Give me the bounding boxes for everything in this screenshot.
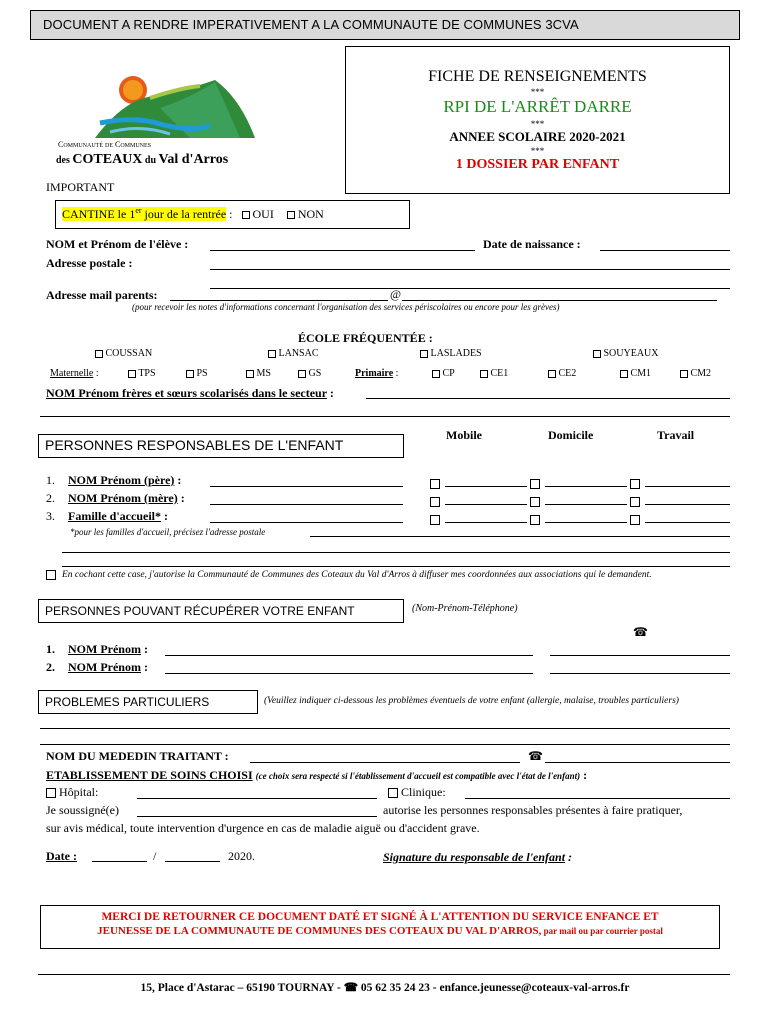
resp-colon-3: : xyxy=(160,509,168,523)
mail-field-user[interactable] xyxy=(170,300,388,301)
logo-du: du xyxy=(142,155,159,166)
mail-at: @ xyxy=(390,287,402,301)
important-label: IMPORTANT xyxy=(46,180,115,194)
recup-label-2: NOM Prénom xyxy=(68,660,141,674)
recup-num-2: 2. xyxy=(46,660,55,674)
naissance-label: Date de naissance : xyxy=(483,237,581,251)
level-cp[interactable] xyxy=(432,368,455,379)
level-gs[interactable] xyxy=(298,368,321,379)
level-cm2[interactable] xyxy=(680,368,711,379)
resp-num-1: 1. xyxy=(46,473,55,487)
fiche-stars-2: *** xyxy=(530,119,545,129)
level-ce1-label: CE1 xyxy=(490,368,509,379)
soussigne-field[interactable] xyxy=(137,816,377,817)
signature-text: Signature du responsable de l'enfant xyxy=(383,850,566,864)
logo xyxy=(40,68,270,178)
mobile-2-field[interactable] xyxy=(445,504,527,505)
primaire-label-text: Primaire xyxy=(355,368,394,379)
freres-field-1[interactable] xyxy=(366,398,730,399)
footer-address xyxy=(0,980,770,994)
school-coussan[interactable] xyxy=(95,348,152,359)
recup-phone-field-2[interactable] xyxy=(550,673,730,674)
level-ce2-checkbox[interactable] xyxy=(548,370,556,378)
resp-row-3 xyxy=(46,509,168,524)
famille-note: *pour les familles d'accueil, précisez l'adresse postale xyxy=(70,527,266,537)
resp-colon-2: : xyxy=(177,491,185,505)
avis-medical: sur avis médical, toute intervention d'urgence en cas de maladie aiguë ou d'accident grave. xyxy=(46,821,480,835)
travail-3-checkbox[interactable] xyxy=(630,512,640,527)
logo-mountains-icon xyxy=(40,68,270,148)
recup-num-1: 1. xyxy=(46,642,55,656)
freres-label xyxy=(46,386,334,401)
problemes-note: (Veuillez indiquer ci-dessous les problèmes éventuels de votre enfant (allergie, malaise, troubles particuliers) xyxy=(264,696,679,706)
resp-field-1[interactable] xyxy=(210,486,403,487)
date-label: Date : xyxy=(46,849,77,863)
school-coussan-checkbox[interactable] xyxy=(95,350,103,358)
problemes-field-1[interactable] xyxy=(40,728,730,729)
level-cp-checkbox[interactable] xyxy=(432,370,440,378)
cantine-row xyxy=(62,206,324,222)
freres-colon: : xyxy=(326,386,334,400)
school-coussan-label: COUSSAN xyxy=(105,348,153,359)
cantine-text-a: CANTINE le 1 xyxy=(62,207,136,221)
date-day-field[interactable] xyxy=(92,861,147,862)
school-lansac[interactable] xyxy=(268,348,319,359)
recuperer-title-box xyxy=(38,599,404,623)
footer-rule xyxy=(38,974,730,975)
famille-adresse-field-2[interactable] xyxy=(62,552,730,553)
level-ce2-label: CE2 xyxy=(558,368,577,379)
recup-row-1 xyxy=(46,642,148,657)
ecole-title: ÉCOLE FRÉQUENTÉE : xyxy=(298,331,433,345)
domicile-3-field[interactable] xyxy=(545,522,627,523)
resp-row-1 xyxy=(46,473,181,488)
header-banner: DOCUMENT A RENDRE IMPERATIVEMENT A LA COMMUNAUTE DE COMMUNES 3CVA xyxy=(30,10,740,40)
mobile-1-checkbox[interactable] xyxy=(430,476,440,491)
domicile-1-checkbox[interactable] xyxy=(530,476,540,491)
date-slash: / xyxy=(153,849,157,863)
etab-colon: : xyxy=(580,768,588,782)
fiche-title-text: FICHE DE RENSEIGNEMENTS xyxy=(428,68,647,85)
mobile-3-checkbox[interactable] xyxy=(430,512,440,527)
footer-address-b: 05 62 35 24 23 - enfance.jeunesse@coteaux-val-arros.fr xyxy=(358,982,630,994)
footer-jeunesse-row xyxy=(41,925,719,937)
resp-label-3: Famille d'accueil* xyxy=(68,509,161,523)
recup-colon-2: : xyxy=(140,660,148,674)
maternelle-label-text: Maternelle xyxy=(50,368,94,379)
recuperer-note: (Nom-Prénom-Téléphone) xyxy=(412,603,518,614)
fiche-stars-1: *** xyxy=(530,87,545,97)
cantine-oui-checkbox[interactable] xyxy=(242,211,250,219)
mobile-2-checkbox[interactable] xyxy=(430,494,440,509)
resp-field-2[interactable] xyxy=(210,504,403,505)
medecin-label: NOM DU MEDEDIN TRAITANT : xyxy=(46,749,229,763)
cantine-sup: er xyxy=(135,206,142,215)
nom-eleve-label: NOM et Prénom de l'élève : xyxy=(46,237,189,251)
mail-note: (pour recevoir les notes d'informations concernant l'organisation des services périscolaires ou encore pour les grèves) xyxy=(132,302,560,312)
travail-1-field[interactable] xyxy=(645,486,730,487)
cantine-text-b: jour de la rentrée xyxy=(141,207,227,221)
travail-2-checkbox[interactable] xyxy=(630,494,640,509)
level-ps-checkbox[interactable] xyxy=(186,370,194,378)
signature-colon: : xyxy=(565,850,573,864)
school-souyeaux-checkbox[interactable] xyxy=(593,350,601,358)
domicile-1-field[interactable] xyxy=(545,486,627,487)
footer-phone-icon: ☎ xyxy=(343,982,359,994)
level-ce1[interactable] xyxy=(480,368,508,379)
recup-phone-field-1[interactable] xyxy=(550,655,730,656)
resp-label-2: NOM Prénom (mère) xyxy=(68,491,178,505)
resp-num-3: 3. xyxy=(46,509,55,523)
school-laslades-checkbox[interactable] xyxy=(420,350,428,358)
fiche-annee: ANNEE SCOLAIRE 2020-2021 xyxy=(449,129,626,144)
footer-mail: par mail ou par courrier postal xyxy=(541,926,663,936)
medecin-phone-field[interactable] xyxy=(545,762,730,763)
level-gs-checkbox[interactable] xyxy=(298,370,306,378)
clinique-option[interactable] xyxy=(388,785,446,800)
recup-name-field-1[interactable] xyxy=(165,655,533,656)
school-lansac-checkbox[interactable] xyxy=(268,350,276,358)
resp-field-3[interactable] xyxy=(210,522,403,523)
col-mobile: Mobile xyxy=(446,428,482,442)
medecin-phone-icon: ☎ xyxy=(528,749,543,763)
recup-name-field-2[interactable] xyxy=(165,673,533,674)
footer-jeunesse: JEUNESSE DE LA COMMUNAUTE DE COMMUNES DES COTEAUX DU VAL D'ARROS, xyxy=(97,925,542,937)
mail-label: Adresse mail parents: xyxy=(46,288,158,302)
level-tps-checkbox[interactable] xyxy=(128,370,136,378)
logo-val: Val d'Arros xyxy=(158,152,229,167)
level-cm1-checkbox[interactable] xyxy=(620,370,628,378)
logo-des: des xyxy=(56,155,73,166)
famille-adresse-field-1[interactable] xyxy=(310,536,730,537)
level-ps-label: PS xyxy=(196,368,208,379)
adresse-label: Adresse postale : xyxy=(46,256,133,270)
domicile-3-checkbox[interactable] xyxy=(530,512,540,527)
recup-label-1: NOM Prénom xyxy=(68,642,141,656)
fiche-box xyxy=(345,46,730,194)
etab-row xyxy=(46,768,587,783)
travail-1-checkbox[interactable] xyxy=(630,476,640,491)
soussigne-label: Je soussigné(e) xyxy=(46,803,119,817)
footer-box xyxy=(40,905,720,949)
school-laslades[interactable] xyxy=(420,348,482,359)
level-cm2-checkbox[interactable] xyxy=(680,370,688,378)
level-ms[interactable] xyxy=(246,368,271,379)
famille-adresse-field-3[interactable] xyxy=(62,566,730,567)
level-tps[interactable] xyxy=(128,368,156,379)
clinique-label: Clinique: xyxy=(401,785,446,799)
mobile-3-field[interactable] xyxy=(445,522,527,523)
school-souyeaux-label: SOUYEAUX xyxy=(603,348,659,359)
freres-field-2[interactable] xyxy=(40,416,730,417)
fiche-stars-3: *** xyxy=(530,146,545,156)
level-ms-checkbox[interactable] xyxy=(246,370,254,378)
problemes-title: PROBLEMES PARTICULIERS xyxy=(45,695,210,709)
level-gs-label: GS xyxy=(308,368,322,379)
recup-colon-1: : xyxy=(140,642,148,656)
school-souyeaux[interactable] xyxy=(593,348,659,359)
level-ps[interactable] xyxy=(186,368,208,379)
date-month-field[interactable] xyxy=(165,861,220,862)
fiche-title xyxy=(346,68,729,86)
mail-field-domain[interactable] xyxy=(402,300,717,301)
footer-address-a: 15, Place d'Astarac – 65190 TOURNAY - xyxy=(140,982,344,994)
cantine-colon: : xyxy=(226,207,233,221)
resp-label-1: NOM Prénom (père) xyxy=(68,473,175,487)
cantine-oui-label: OUI xyxy=(252,207,274,221)
clinique-checkbox[interactable] xyxy=(388,788,398,798)
problemes-field-2[interactable] xyxy=(40,744,730,745)
level-ms-label: MS xyxy=(256,368,271,379)
problemes-title-box xyxy=(38,690,258,714)
maternelle-label xyxy=(50,368,99,379)
resp-colon-1: : xyxy=(174,473,182,487)
etab-note: (ce choix sera respecté si l'établissement d'accueil est compatible avec l'état de l'enfant) xyxy=(255,771,581,781)
recuperer-phone-icon: ☎ xyxy=(633,625,648,639)
autorise-text: En cochant cette case, j'autorise la Communauté de Communes des Coteaux du Val d'Arros à diffuser mes coordonnées aux associations qui le demandent. xyxy=(62,570,652,581)
level-cp-label: CP xyxy=(442,368,455,379)
recuperer-title: PERSONNES POUVANT RÉCUPÉRER VOTRE ENFANT xyxy=(45,604,355,618)
level-cm1-label: CM1 xyxy=(630,368,652,379)
cantine-non-checkbox[interactable] xyxy=(287,211,295,219)
responsables-title-box xyxy=(38,434,404,458)
responsables-title: PERSONNES RESPONSABLES DE L'ENFANT xyxy=(45,437,344,453)
level-ce1-checkbox[interactable] xyxy=(480,370,488,378)
col-domicile: Domicile xyxy=(548,428,594,442)
naissance-field[interactable] xyxy=(600,250,730,251)
logo-coteaux: COTEAUX xyxy=(72,152,143,167)
date-year: 2020. xyxy=(228,849,255,863)
logo-line2 xyxy=(56,152,228,168)
adresse-field-1[interactable] xyxy=(210,269,730,270)
level-cm1[interactable] xyxy=(620,368,651,379)
travail-3-field[interactable] xyxy=(645,522,730,523)
hopital-checkbox[interactable] xyxy=(46,788,56,798)
hopital-field[interactable] xyxy=(137,798,377,799)
clinique-field[interactable] xyxy=(465,798,730,799)
hopital-label: Hôpital: xyxy=(59,785,99,799)
school-lansac-label: LANSAC xyxy=(278,348,319,359)
maternelle-colon: : xyxy=(93,368,99,379)
cantine-box xyxy=(55,200,410,229)
fiche-dossier: 1 DOSSIER PAR ENFANT xyxy=(455,157,620,172)
nom-eleve-field[interactable] xyxy=(210,250,475,251)
autorise-checkbox[interactable] xyxy=(46,570,56,580)
primaire-label xyxy=(355,368,398,379)
level-cm2-label: CM2 xyxy=(690,368,712,379)
logo-line1: Communauté de Communes xyxy=(58,140,152,149)
resp-row-2 xyxy=(46,491,185,506)
recup-row-2 xyxy=(46,660,148,675)
autorise-row xyxy=(46,570,652,580)
freres-label-text: NOM Prénom frères et sœurs scolarisés dans le secteur xyxy=(46,386,327,400)
cantine-non-label: NON xyxy=(297,207,324,221)
col-travail: Travail xyxy=(657,428,695,442)
medecin-field[interactable] xyxy=(250,762,520,763)
primaire-colon: : xyxy=(393,368,399,379)
level-tps-label: TPS xyxy=(138,368,156,379)
cantine-highlight xyxy=(62,207,226,221)
resp-num-2: 2. xyxy=(46,491,55,505)
mobile-1-field[interactable] xyxy=(445,486,527,487)
hopital-option[interactable] xyxy=(46,785,98,800)
signature-label xyxy=(383,850,572,865)
domicile-2-field[interactable] xyxy=(545,504,627,505)
etab-label: ETABLISSEMENT DE SOINS CHOISI xyxy=(46,768,253,782)
footer-merci: MERCI DE RETOURNER CE DOCUMENT DATÉ ET SIGNÉ À L'ATTENTION DU SERVICE ENFANCE ET xyxy=(101,911,659,923)
travail-2-field[interactable] xyxy=(645,504,730,505)
school-laslades-label: LASLADES xyxy=(430,348,482,359)
fiche-rpi: RPI DE L'ARRÊT DARRE xyxy=(443,97,632,116)
adresse-field-2[interactable] xyxy=(210,288,730,289)
level-ce2[interactable] xyxy=(548,368,576,379)
autorise-pratiquer: autorise les personnes responsables présentes à faire pratiquer, xyxy=(383,803,683,817)
domicile-2-checkbox[interactable] xyxy=(530,494,540,509)
